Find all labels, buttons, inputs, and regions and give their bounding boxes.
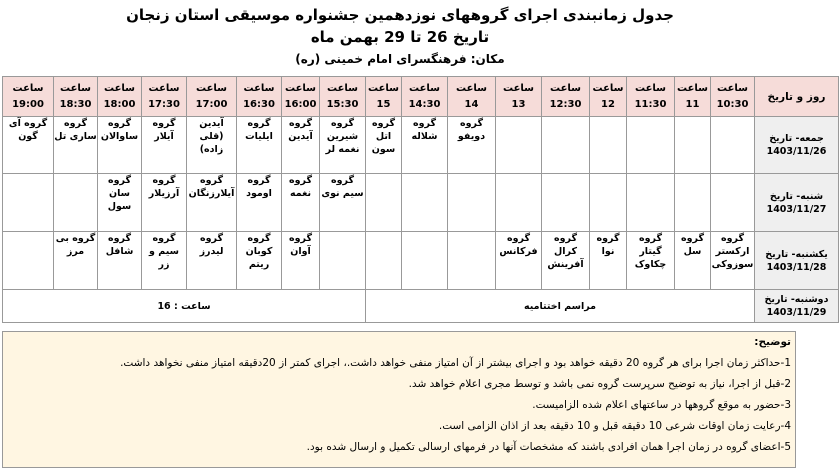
schedule-cell: گروه ارکستر سوزوکی bbox=[711, 232, 755, 290]
venue: مکان: فرهنگسرای امام خمینی (ره) bbox=[295, 52, 505, 66]
schedule-cell: گروه آی گون bbox=[3, 117, 54, 174]
schedule-cell: گروه آوان bbox=[282, 232, 320, 290]
day-cell: دوشنبه- تاریخ 1403/11/29 bbox=[755, 290, 839, 323]
closing-ceremony: مراسم اختتامیه bbox=[366, 290, 755, 323]
time-header: ساعت 13 bbox=[496, 77, 542, 117]
time-header: ساعت 19:00 bbox=[3, 77, 54, 117]
schedule-cell: گروه ساوالان bbox=[98, 117, 142, 174]
day-cell: جمعه- تاریخ 1403/11/26 bbox=[755, 117, 839, 174]
time-header: ساعت 12 bbox=[590, 77, 627, 117]
schedule-cell bbox=[590, 117, 627, 174]
schedule-cell: گروه ساری تل bbox=[54, 117, 98, 174]
day-cell: یکشنبه- تاریخ 1403/11/28 bbox=[755, 232, 839, 290]
note-item: 1-حداکثر زمان اجرا برای هر گروه 20 دقیقه خواهد بود و اجرای بیشتر از آن امتیاز منفی خواهد داشت.، اجرای کمتر از 20دقیقه امتیاز منفی نخواهد داشت. bbox=[120, 357, 791, 369]
schedule-cell bbox=[366, 232, 402, 290]
note-item: 3-حضور به موقع گروهها در ساعتهای اعلام شده الزامیست. bbox=[532, 399, 791, 411]
schedule-cell: گروه لیدرز bbox=[187, 232, 237, 290]
page-title: جدول زمانبندی اجرای گروههای نوزدهمین جشنواره موسیقی استان زنجان bbox=[126, 6, 674, 24]
schedule-cell: گروه بی مرز bbox=[54, 232, 98, 290]
schedule-cell bbox=[448, 174, 496, 232]
time-header: ساعت 16:30 bbox=[237, 77, 282, 117]
schedule-cell bbox=[3, 232, 54, 290]
notes-title: توضیح: bbox=[754, 336, 791, 348]
schedule-cell bbox=[3, 174, 54, 232]
schedule-table bbox=[2, 76, 839, 323]
corner-header: روز و تاریخ bbox=[755, 77, 839, 117]
schedule-cell bbox=[542, 117, 590, 174]
schedule-cell bbox=[448, 232, 496, 290]
schedule-cell: گروه سیم نوی bbox=[320, 174, 366, 232]
schedule-cell bbox=[542, 174, 590, 232]
schedule-cell bbox=[320, 232, 366, 290]
day-row bbox=[3, 232, 839, 290]
schedule-cell: گروه گیتار چکاوک bbox=[627, 232, 675, 290]
schedule-cell bbox=[675, 117, 711, 174]
schedule-cell: گروه کرال آفرینش bbox=[542, 232, 590, 290]
schedule-cell: گروه سان سول bbox=[98, 174, 142, 232]
schedule-cell bbox=[496, 117, 542, 174]
time-header: ساعت 12:30 bbox=[542, 77, 590, 117]
time-header: ساعت 10:30 bbox=[711, 77, 755, 117]
schedule-cell: گروه آیلارزنگان bbox=[187, 174, 237, 232]
closing-time: ساعت : 16 bbox=[3, 290, 366, 323]
schedule-cell bbox=[402, 232, 448, 290]
schedule-cell: گروه آرزیلار bbox=[142, 174, 187, 232]
time-header: ساعت 11:30 bbox=[627, 77, 675, 117]
date-range: تاریخ 26 تا 29 بهمن ماه bbox=[310, 28, 490, 46]
schedule-cell: گروه سل bbox=[675, 232, 711, 290]
note-item: 5-اعضای گروه در زمان اجرا همان افرادی باشند که مشخصات آنها در فرمهای ارسالی تکمیل و ارسال شده بود. bbox=[306, 441, 791, 453]
schedule-cell: گروه اتل سون bbox=[366, 117, 402, 174]
schedule-cell: گروه شلاله bbox=[402, 117, 448, 174]
schedule-cell: گروه فرکانس bbox=[496, 232, 542, 290]
schedule-cell: گروه اومود bbox=[237, 174, 282, 232]
day-row bbox=[3, 174, 839, 232]
time-header: ساعت 16:00 bbox=[282, 77, 320, 117]
schedule-cell bbox=[627, 174, 675, 232]
day-row bbox=[3, 290, 839, 323]
day-row bbox=[3, 117, 839, 174]
schedule-cell bbox=[627, 117, 675, 174]
schedule-cell bbox=[54, 174, 98, 232]
schedule-cell: گروه شافل bbox=[98, 232, 142, 290]
schedule-cell bbox=[711, 117, 755, 174]
schedule-cell: گروه شیرین نغمه لر bbox=[320, 117, 366, 174]
note-item: 2-قبل از اجرا، نیاز به توضیح سرپرست گروه نمی باشد و توسط مجری اعلام خواهد شد. bbox=[408, 378, 791, 390]
time-header: ساعت 14 bbox=[448, 77, 496, 117]
schedule-cell bbox=[711, 174, 755, 232]
notes-box bbox=[2, 331, 796, 468]
time-header: ساعت 15 bbox=[366, 77, 402, 117]
schedule-cell: گروه ایلیات bbox=[237, 117, 282, 174]
time-header: ساعت 18:30 bbox=[54, 77, 98, 117]
header-row bbox=[3, 77, 839, 117]
schedule-cell: گروه آیلار bbox=[142, 117, 187, 174]
schedule-cell bbox=[496, 174, 542, 232]
schedule-cell: گروه کوبان ریتم bbox=[237, 232, 282, 290]
day-cell: شنبه- تاریخ 1403/11/27 bbox=[755, 174, 839, 232]
schedule-cell: گروه نغمه bbox=[282, 174, 320, 232]
time-header: ساعت 17:00 bbox=[187, 77, 237, 117]
schedule-cell: آیدین (قلی زاده) bbox=[187, 117, 237, 174]
time-header: ساعت 11 bbox=[675, 77, 711, 117]
schedule-cell: گروه آیدین bbox=[282, 117, 320, 174]
schedule-cell bbox=[366, 174, 402, 232]
schedule-cell: گروه دویفو bbox=[448, 117, 496, 174]
time-header: ساعت 18:00 bbox=[98, 77, 142, 117]
schedule-cell: گروه سیم و زر bbox=[142, 232, 187, 290]
schedule-cell: گروه نوا bbox=[590, 232, 627, 290]
time-header: ساعت 14:30 bbox=[402, 77, 448, 117]
time-header: ساعت 17:30 bbox=[142, 77, 187, 117]
time-header: ساعت 15:30 bbox=[320, 77, 366, 117]
schedule-cell bbox=[675, 174, 711, 232]
note-item: 4-رعایت زمان اوقات شرعی 10 دقیقه قبل و 10 دقیقه بعد از اذان الزامی است. bbox=[438, 420, 791, 432]
schedule-cell bbox=[402, 174, 448, 232]
schedule-cell bbox=[590, 174, 627, 232]
header bbox=[0, 0, 800, 76]
